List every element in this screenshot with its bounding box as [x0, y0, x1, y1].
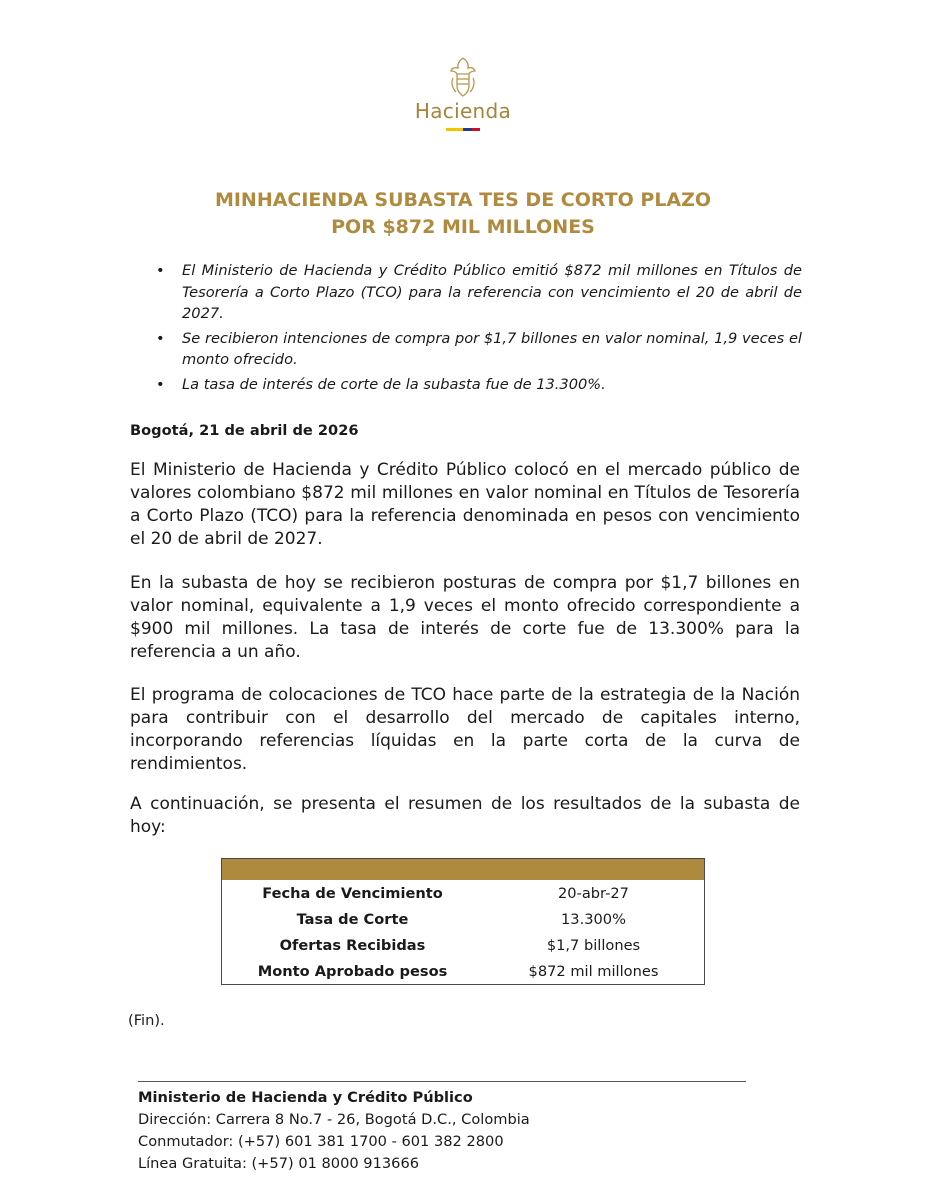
highlight-item [152, 328, 802, 371]
footer-phone: Conmutador: (+57) 601 381 1700 - 601 382 2800 [138, 1133, 504, 1150]
bullet-icon: • [156, 329, 165, 347]
footer-address: Dirección: Carrera 8 No.7 - 26, Bogotá D.C., Colombia [138, 1111, 530, 1128]
flag-stripe [446, 128, 480, 131]
highlight-text: Se recibieron intenciones de compra por $1,7 billones en valor nominal, 1,9 veces el monto ofrecido. [182, 329, 802, 368]
highlight-item [152, 260, 802, 325]
title-line-1: MINHACIENDA SUBASTA TES DE CORTO PLAZO [214, 189, 712, 211]
flag-red [472, 128, 481, 131]
bullet-icon: • [156, 375, 165, 393]
flag-blue [463, 128, 472, 131]
row-value: 13.300% [561, 910, 626, 928]
table-row [222, 880, 705, 906]
highlight-item [152, 374, 802, 396]
logo-wordmark: Hacienda [414, 99, 512, 123]
row-value: $1,7 billones [546, 936, 641, 954]
table-row [222, 906, 705, 932]
row-value: $872 mil millones [528, 962, 659, 980]
highlight-text: La tasa de interés de corte de la subasta fue de 13.300%. [182, 375, 606, 393]
row-label: Tasa de Corte [296, 910, 409, 928]
letterhead [0, 56, 926, 131]
table-row [222, 958, 705, 985]
row-value: 20-abr-27 [558, 884, 629, 902]
row-label: Monto Aprobado pesos [257, 962, 448, 980]
dateline: Bogotá, 21 de abril de 2026 [130, 422, 359, 439]
coat-of-arms-icon [448, 56, 478, 98]
body-paragraph: El Ministerio de Hacienda y Crédito Público colocó en el mercado público de valores colombiano $872 mil millones en valor nominal en Títulos de Tesorería a Corto Plazo (TCO) para la referencia denominada en pesos con vencimiento el 20 de abril de 2027. [130, 460, 800, 549]
bullet-icon: • [156, 262, 165, 279]
footer-org: Ministerio de Hacienda y Crédito Público [138, 1089, 473, 1106]
table-row [222, 932, 705, 958]
flag-yellow [446, 128, 463, 131]
body-paragraph: A continuación, se presenta el resumen de los resultados de la subasta de hoy: [130, 794, 800, 837]
body-paragraph: En la subasta de hoy se recibieron posturas de compra por $1,7 billones en valor nominal, equivalente a 1,9 veces el monto ofrecido correspondiente a $900 mil millones. La tasa de interés de corte fue de 13.300% para la referencia a un año. [130, 573, 800, 662]
row-label: Fecha de Vencimiento [262, 884, 443, 902]
table-header-band [222, 859, 705, 881]
row-label: Ofertas Recibidas [279, 936, 426, 954]
highlight-text: El Ministerio de Hacienda y Crédito Público emitió $872 mil millones en Títulos de Tesorería a Corto Plazo (TCO) para la referencia con vencimiento el 20 de abril de 2027. [182, 262, 802, 322]
body-paragraph: El programa de colocaciones de TCO hace parte de la estrategia de la Nación para contribuir con el desarrollo del mercado de capitales interno, incorporando referencias líquidas en la parte corta de la curva de rendimientos. [130, 685, 800, 774]
footer-contact [138, 1087, 530, 1175]
end-marker: (Fin). [128, 1012, 165, 1029]
highlights-list [152, 260, 802, 398]
press-release-title [0, 187, 926, 241]
auction-summary-table [221, 858, 705, 985]
footer-divider [138, 1081, 746, 1082]
footer-toll-free: Línea Gratuita: (+57) 01 8000 913666 [138, 1155, 420, 1172]
title-line-2: POR $872 MIL MILLONES [331, 216, 595, 238]
